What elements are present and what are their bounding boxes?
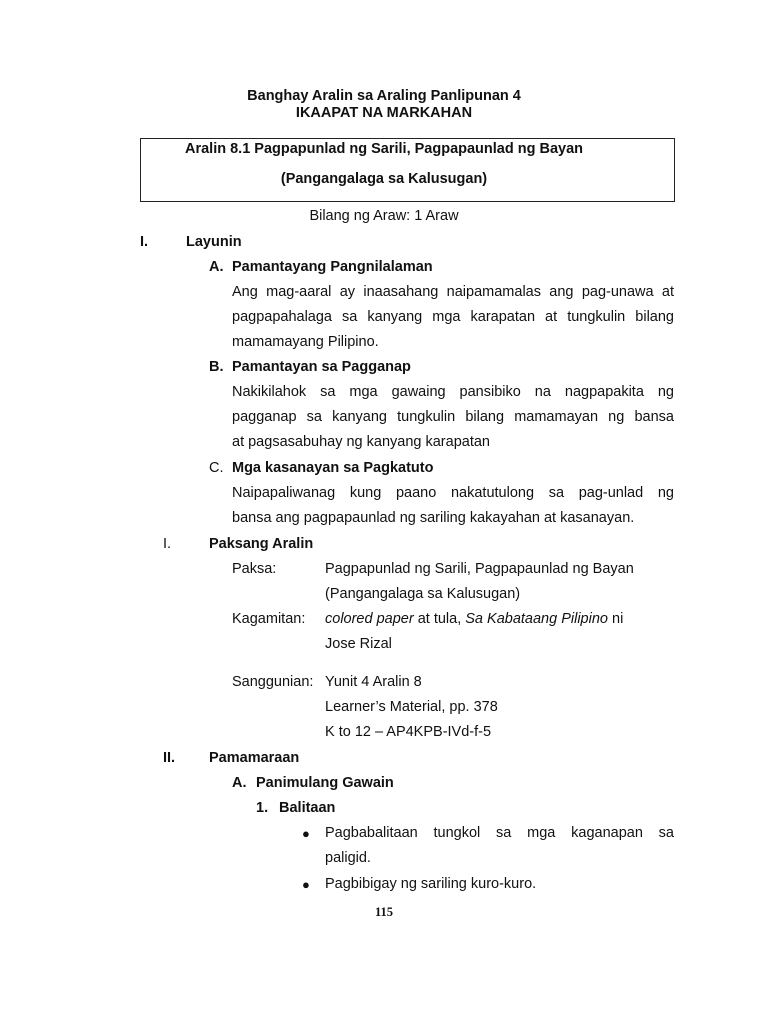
section-title-pamamaraan: Pamamaraan: [209, 750, 300, 766]
item-number: 1.: [256, 800, 269, 816]
bullet-text: Pagbibigay ng sariling kuro-kuro.: [325, 876, 537, 892]
paragraph-line: bansa ang pagpapaunlad ng sariling kakayahan at kasanayan.: [232, 510, 635, 526]
paragraph-line: Naipapaliwanag kung paano nakatutulong sa pag-unlad ng: [232, 485, 674, 501]
lesson-title: Aralin 8.1 Pagpapunlad ng Sarili, Pagpapaunlad ng Bayan: [184, 141, 584, 157]
sanggunian-value: Yunit 4 Aralin 8: [325, 674, 422, 690]
quarter-heading: IKAAPAT NA MARKAHAN: [295, 105, 473, 121]
section-title-layunin: Layunin: [186, 234, 242, 250]
paksa-value: Pagpapunlad ng Sarili, Pagpapaunlad ng Bayan: [325, 561, 634, 577]
subsection-title-pangnilalaman: Pamantayang Pangnilalaman: [232, 259, 433, 275]
paragraph-line: mamamayang Pilipino.: [232, 334, 379, 350]
section-title-paksang-aralin: Paksang Aralin: [209, 536, 314, 552]
paragraph-line: pagganap sa kanyang tungkulin bilang mamamayan ng bansa: [232, 409, 674, 425]
kagamitan-value: [325, 611, 623, 627]
bullet-text: Pagbabalitaan tungkol sa mga kaganapan sa: [325, 825, 674, 841]
page-number: 115: [374, 905, 394, 919]
paragraph-line: pagpapahalaga sa kanyang mga karapatan at tungkulin bilang: [232, 309, 674, 325]
subsection-title-kasanayan: Mga kasanayan sa Pagkatuto: [232, 460, 434, 476]
lesson-subtitle: (Pangangalaga sa Kalusugan): [280, 171, 488, 187]
subsection-letter: A.: [232, 775, 247, 791]
section-numeral: I.: [140, 234, 149, 250]
kagamitan-italic-text: colored paper: [325, 611, 414, 627]
kagamitan-text: at tula,: [417, 611, 462, 627]
paragraph-line: Nakikilahok sa mga gawaing pansibiko na nagpapakita ng: [232, 384, 674, 400]
kagamitan-italic-text: Sa Kabataang Pilipino: [465, 611, 608, 627]
days-count: Bilang ng Araw: 1 Araw: [309, 208, 459, 224]
section-numeral: II.: [163, 750, 176, 766]
section-numeral: I.: [163, 536, 172, 552]
sanggunian-value: Learner’s Material, pp. 378: [325, 699, 498, 715]
item-title-balitaan: Balitaan: [279, 800, 336, 816]
paksa-value: (Pangangalaga sa Kalusugan): [325, 586, 521, 602]
paragraph-line: at pagsasabuhay ng kanyang karapatan: [232, 434, 490, 450]
kagamitan-text: ni: [612, 611, 624, 627]
kagamitan-value: Jose Rizal: [325, 636, 392, 652]
bullet-dot: ●: [302, 826, 310, 841]
sanggunian-value: K to 12 – AP4KPB-IVd-f-5: [325, 724, 492, 740]
paragraph-line: Ang mag-aaral ay inaasahang naipamamalas ang pag-unawa at: [232, 284, 674, 300]
subsection-title-pagganap: Pamantayan sa Pagganap: [232, 359, 411, 375]
bullet-dot: ●: [302, 877, 310, 892]
subsection-letter: B.: [209, 359, 224, 375]
paksa-label: Paksa:: [232, 561, 277, 577]
subsection-letter: A.: [209, 259, 224, 275]
bullet-text: paligid.: [325, 850, 371, 866]
document-title: Banghay Aralin sa Araling Panlipunan 4: [247, 88, 521, 104]
sanggunian-label: Sanggunian:: [232, 674, 314, 690]
subsection-title-panimulang-gawain: Panimulang Gawain: [256, 775, 394, 791]
subsection-letter: C.: [209, 460, 224, 476]
kagamitan-label: Kagamitan:: [232, 611, 306, 627]
